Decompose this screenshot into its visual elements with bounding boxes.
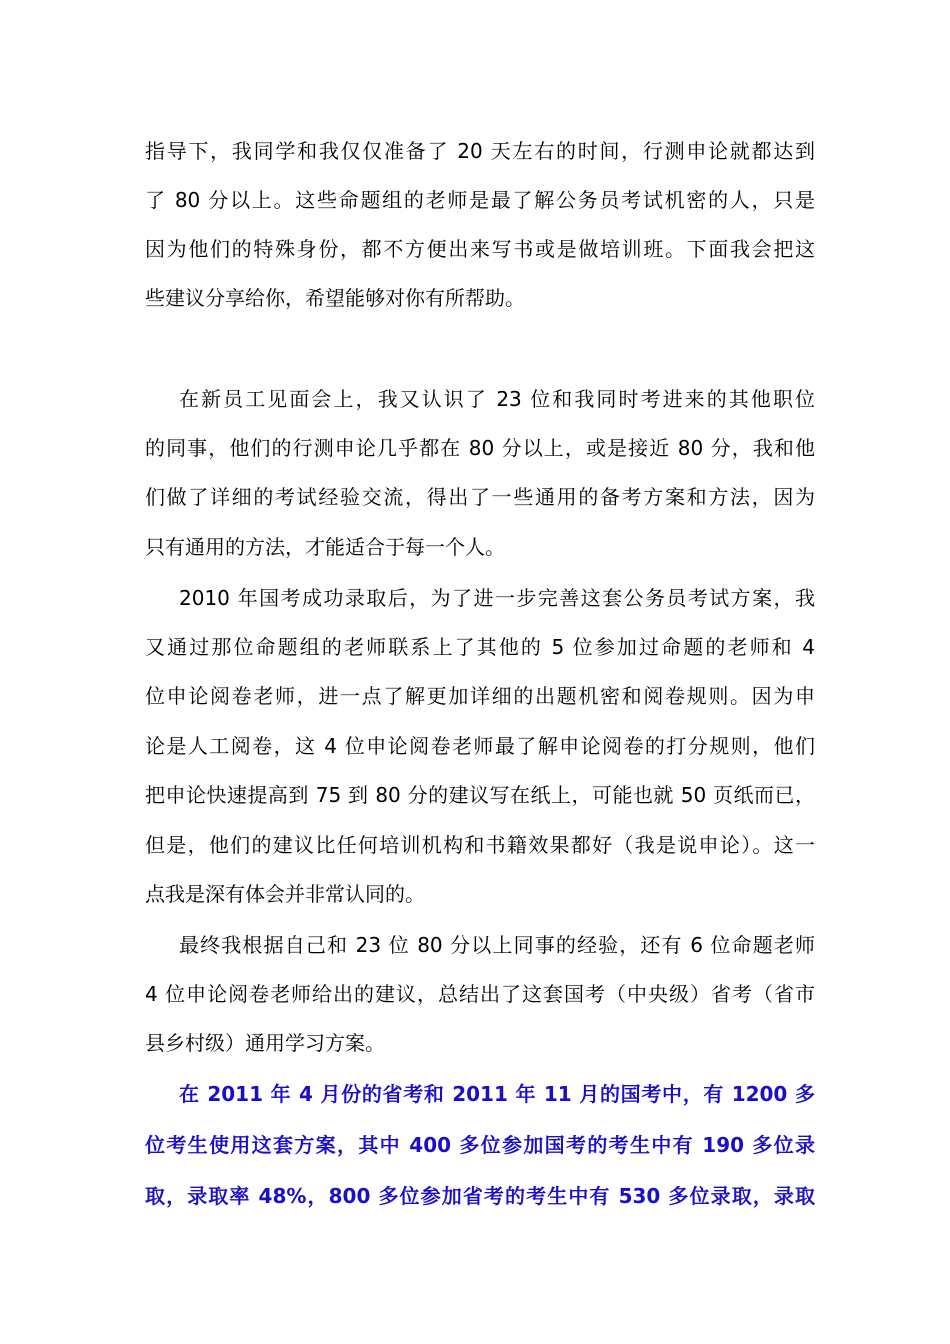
paragraph-1-line-2: 了 80 分以上。这些命题组的老师是最了解公务员考试机密的人，只是 (145, 188, 815, 212)
paragraph-3-line-6: 但是，他们的建议比任何培训机构和书籍效果都好（我是说申论）。这一 (145, 833, 815, 857)
paragraph-2-line-1: 在新员工见面会上，我又认识了 23 位和我同时考进来的其他职位 (179, 387, 815, 411)
paragraph-3-line-7: 点我是深有体会并非常认同的。 (145, 882, 425, 906)
paragraph-2-line-2: 的同事，他们的行测申论几乎都在 80 分以上，或是接近 80 分，我和他 (145, 436, 815, 460)
paragraph-3-line-4: 论是人工阅卷，这 4 位申论阅卷老师最了解申论阅卷的打分规则，他们 (145, 734, 815, 758)
paragraph-1-line-3: 因为他们的特殊身份，都不方便出来写书或是做培训班。下面我会把这 (145, 237, 815, 261)
paragraph-4-line-3: 县乡村级）通用学习方案。 (145, 1031, 385, 1055)
highlight-paragraph-line-3: 取，录取率 48%，800 多位参加省考的考生中有 530 多位录取，录取 (145, 1184, 815, 1208)
highlight-paragraph-line-1: 在 2011 年 4 月份的省考和 2011 年 11 月的国考中，有 1200 多 (179, 1082, 815, 1106)
paragraph-3-line-2: 又通过那位命题组的老师联系上了其他的 5 位参加过命题的老师和 4 (145, 635, 815, 659)
paragraph-3-line-5: 把申论快速提高到 75 到 80 分的建议写在纸上，可能也就 50 页纸而已， (145, 783, 815, 807)
paragraph-3-line-3: 位申论阅卷老师，进一点了解更加详细的出题机密和阅卷规则。因为申 (145, 684, 815, 708)
paragraph-4-line-2: 4 位申论阅卷老师给出的建议，总结出了这套国考（中央级）省考（省市 (145, 982, 815, 1006)
highlight-paragraph-line-2: 位考生使用这套方案，其中 400 多位参加国考的考生中有 190 多位录 (145, 1133, 815, 1157)
paragraph-2-line-3: 们做了详细的考试经验交流，得出了一些通用的备考方案和方法，因为 (145, 485, 815, 509)
paragraph-3-line-1: 2010 年国考成功录取后，为了进一步完善这套公务员考试方案，我 (179, 586, 815, 610)
paragraph-2-line-4: 只有通用的方法，才能适合于每一个人。 (145, 535, 505, 559)
paragraph-4-line-1: 最终我根据自己和 23 位 80 分以上同事的经验，还有 6 位命题老师 (179, 933, 815, 957)
paragraph-1-line-4: 些建议分享给你，希望能够对你有所帮助。 (145, 286, 525, 310)
paragraph-1-line-1: 指导下，我同学和我仅仅准备了 20 天左右的时间，行测申论就都达到 (145, 139, 815, 163)
